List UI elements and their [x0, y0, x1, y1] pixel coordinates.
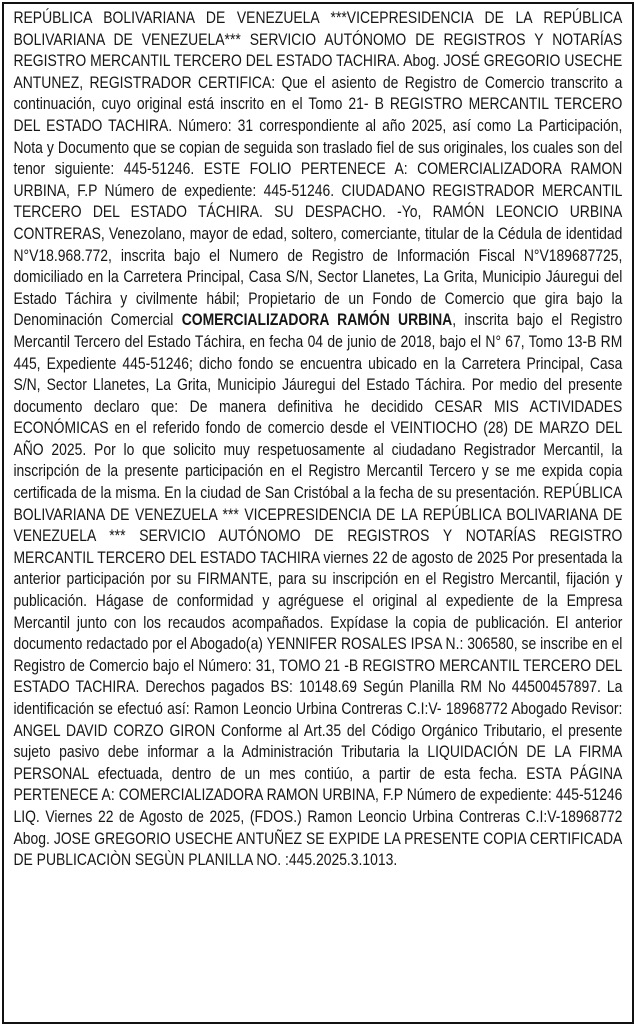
- notice-border: [2, 2, 634, 1024]
- notice-text-part-2: , inscrita bajo el Registro Mercantil Tercero del Estado Táchira, en fecha 04 de junio de 2018, bajo el N° 67, Tomo 13-B RM 445, Expediente 445-51246; dicho fondo se encuentra ubicado en la Carretera Principal, Casa S/N, Sector Llanetes, La Grita, Municipio Jáuregui del Estado Táchira. Por medio del presente documento declaro que: De manera definitiva he decidido CESAR MIS ACTIVIDADES ECONÓMICAS en el referido fondo de comercio desde el VEINTIOCHO (28) DE MARZO DEL AÑO 2025. Por lo que solicito muy respetuosamente al ciudadano Registrador Mercantil, la inscripción de la presente participación en el Registro Mercantil Tercero y se me expida copia certificada de la misma. En la ciudad de San Cristóbal a la fecha de su presentación. REPÚBLICA BOLIVARIANA DE VENEZUELA *** VICEPRESIDENCIA DE LA REPÚBLICA BOLIVARIANA DE VENEZUELA *** SERVICIO AUTÓNOMO DE REGISTROS Y NOTARÍAS REGISTRO MERCANTIL TERCERO DEL ESTADO TACHIRA viernes 22 de agosto de 2025 Por presentada la anterior participación por su FIRMANTE, para su inscripción en el Registro Mercantil, fijación y publicación. Hágase de conformidad y agréguese el original al expediente de la Empresa Mercantil junto con los recaudos acompañados. Expídase la copia de publicación. El anterior documento redactado por el Abogado(a) YENNIFER ROSALES IPSA N.: 306580, se inscribe en el Registro de Comercio bajo el Número: 31, TOMO 21 -B REGISTRO MERCANTIL TERCERO DEL ESTADO TACHIRA. Derechos pagados BS: 10148.69 Según Planilla RM No 44500457897. La identificación se efectuó así: Ramon Leoncio Urbina Contreras C.I:V- 18968772 Abogado Revisor: ANGEL DAVID CORZO GIRON Conforme al Art.35 del Código Orgánico Tributario, el presente sujeto pasivo debe informar a la Administración Tributaria la LIQUIDACIÓN DE LA FIRMA PERSONAL efectuada, dentro de un mes contiúo, a partir de esta fecha. ESTA PÁGINA PERTENECE A: COMERCIALIZADORA RAMON URBINA, F.P Número de expediente: 445-51246 LIQ. Viernes 22 de Agosto de 2025, (FDOS.) Ramon Leoncio Urbina Contreras C.I:V-18968772 Abog. JOSE GREGORIO USECHE ANTUÑEZ SE EXPIDE LA PRESENTE COPIA CERTIFICADA DE PUBLICACIÒN SEGÙN PLANILLA NO. :445.2025.3.1013.: [13, 311, 623, 870]
- legal-notice-text: [4, 4, 629, 872]
- company-name-bold: COMERCIALIZADORA RAMÓN URBINA: [181, 311, 453, 330]
- notice-text-part-1: REPÚBLICA BOLIVARIANA DE VENEZUELA ***VICEPRESIDENCIA DE LA REPÚBLICA BOLIVARIANA DE VENEZUELA*** SERVICIO AUTÓNOMO DE REGISTROS Y NOTARÍAS REGISTRO MERCANTIL TERCERO DEL ESTADO TACHIRA. Abog. JOSÉ GREGORIO USECHE ANTUNEZ, REGISTRADOR CERTIFICA: Que el asiento de Registro de Comercio transcrito a continuación, cuyo original está inscrito en el Tomo 21- B REGISTRO MERCANTIL TERCERO DEL ESTADO TACHIRA. Número: 31 correspondiente al año 2025, así como La Participación, Nota y Documento que se copian de seguida son traslado fiel de sus originales, los cuales son del tenor siguiente: 445-51246. ESTE FOLIO PERTENECE A: COMERCIALIZADORA RAMON URBINA, F.P Número de expediente: 445-51246. CIUDADANO REGISTRADOR MERCANTIL TERCERO DEL ESTADO TÁCHIRA. SU DESPACHO. -Yo, RAMÓN LEONCIO URBINA CONTRERAS, Venezolano, mayor de edad, soltero, comerciante, titular de la Cédula de identidad N°V18.968.772, inscrita bajo el Numero de Registro de Información Fiscal N°V189687725, domiciliado en la Carretera Principal, Casa S/N, Sector Llanetes, La Grita, Municipio Jáuregui del Estado Táchira y civilmente hábil; Propietario de un Fondo de Comercio que gira bajo la Denominación Comercial: [13, 9, 623, 330]
